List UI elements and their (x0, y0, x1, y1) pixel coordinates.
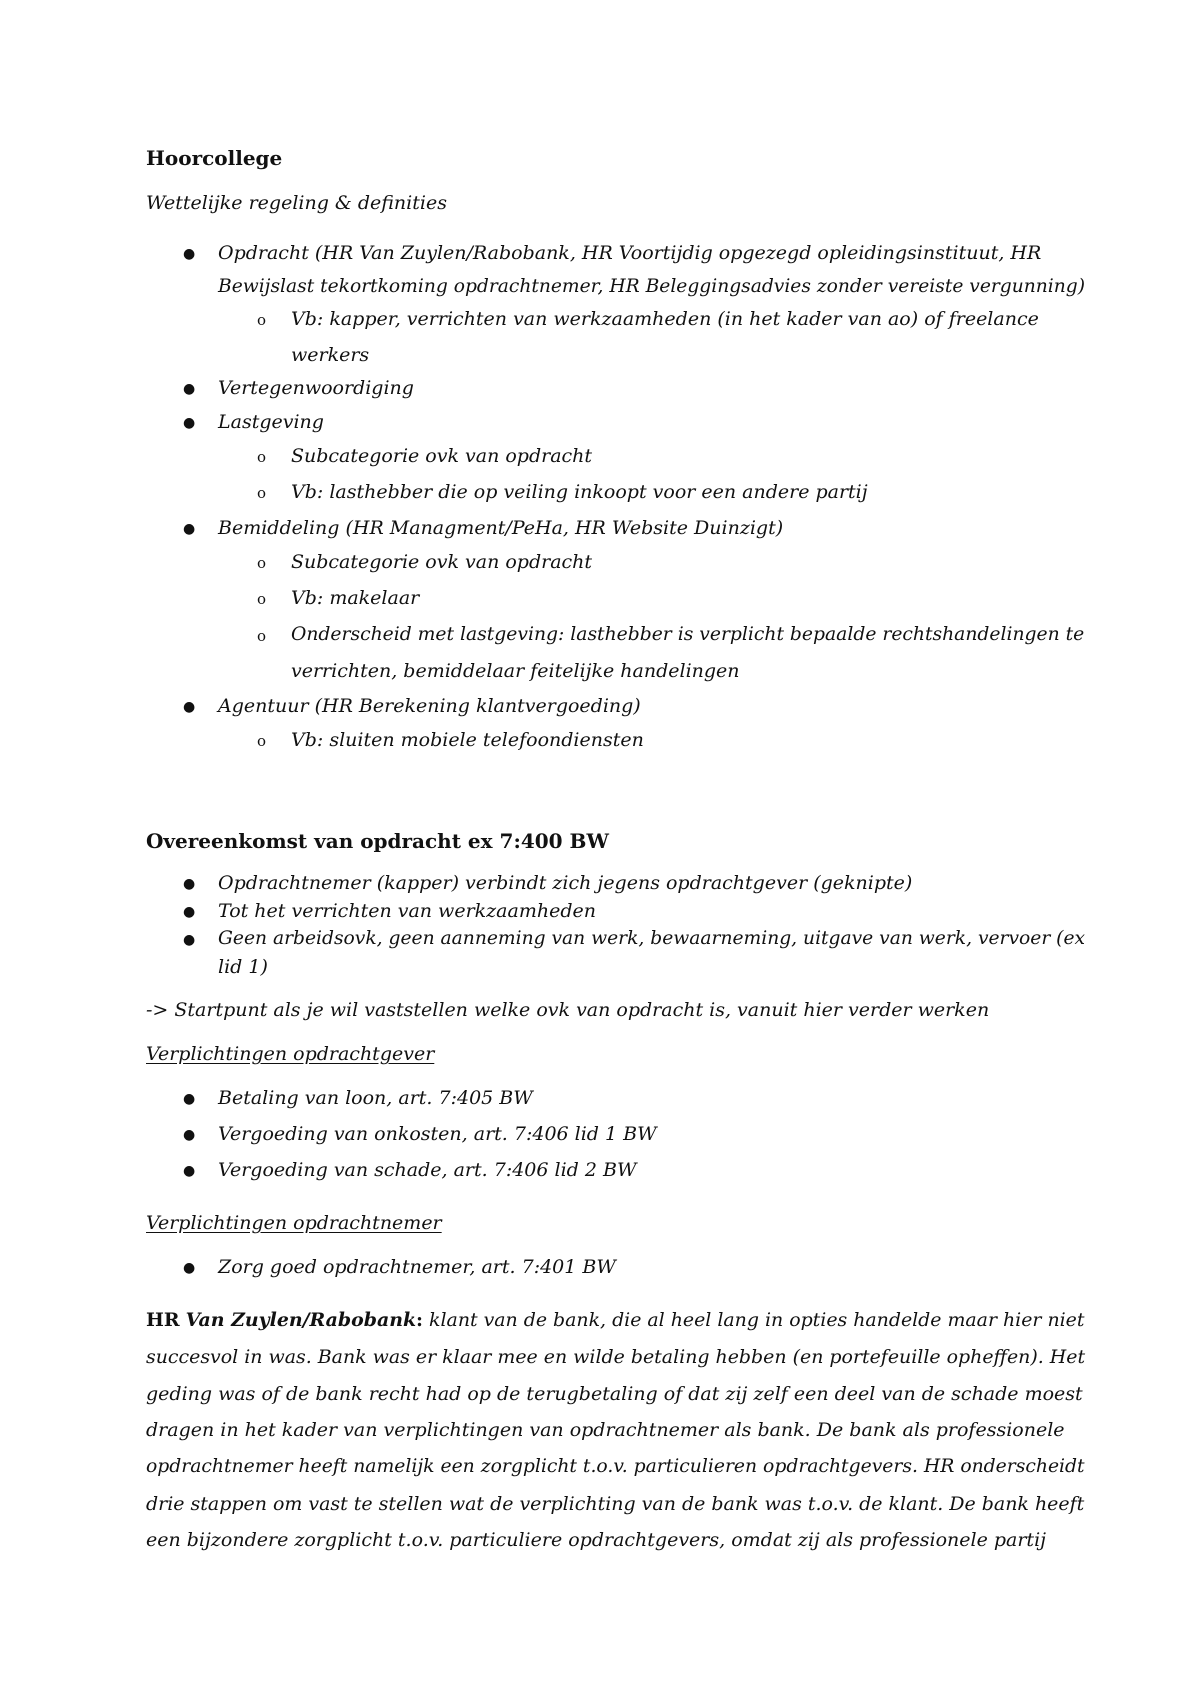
list-item-opdracht-cont: Bewijslast tekortkoming opdrachtnemer, HR Beleggingsadvies zonder vereiste vergunning) (218, 276, 1085, 297)
case-line-2: succesvol in was. Bank was er klaar mee en wilde betaling hebben (en portefeuille opheffen). Het (146, 1346, 1086, 1368)
circle-bullet-icon: o (257, 311, 267, 329)
list-item-betaling: Betaling van loon, art. 7:405 BW (218, 1087, 533, 1109)
bullet-icon: ● (183, 521, 196, 537)
bullet-icon: ● (183, 699, 196, 715)
circle-bullet-icon: o (257, 448, 267, 466)
sublist-item-vb-mobiel: Vb: sluiten mobiele telefoondiensten (291, 729, 644, 751)
heading-hoorcollege: Hoorcollege (146, 146, 283, 170)
list-item-vertegenwoordiging: Vertegenwoordiging (218, 377, 414, 399)
sublist-item-subcategorie: Subcategorie ovk van opdracht (291, 445, 593, 467)
list-item-zorg: Zorg goed opdrachtnemer, art. 7:401 BW (218, 1256, 616, 1278)
case-line-7: een bijzondere zorgplicht t.o.v. particuliere opdrachtgevers, omdat zij als professionele partij (146, 1529, 1047, 1551)
circle-bullet-icon: o (257, 554, 267, 572)
list-item-schade: Vergoeding van schade, art. 7:406 lid 2 BW (218, 1159, 637, 1181)
bullet-icon: ● (183, 904, 196, 920)
case-line-4: dragen in het kader van verplichtingen van opdrachtnemer als bank. De bank als professionele (146, 1419, 1065, 1441)
startpunt-note: -> Startpunt als je wil vaststellen welke ovk van opdracht is, vanuit hier verder werken (146, 999, 990, 1021)
list-item-agentuur: Agentuur (HR Berekening klantvergoeding) (218, 695, 641, 717)
title-verplichtingen-opdrachtnemer: Verplichtingen opdrachtnemer (146, 1212, 442, 1234)
case-line-5: opdrachtnemer heeft namelijk een zorgplicht t.o.v. particulieren opdrachtgevers. HR onderscheidt (146, 1456, 1085, 1477)
bullet-icon: ● (183, 1127, 196, 1143)
case-line-6: drie stappen om vast te stellen wat de verplichting van de bank was t.o.v. de klant. De bank heeft (146, 1493, 1085, 1515)
list-item-bemiddeling: Bemiddeling (HR Managment/PeHa, HR Website Duinzigt) (218, 517, 784, 539)
list-item-lastgeving: Lastgeving (218, 411, 324, 433)
sublist-item-vb-makelaar: Vb: makelaar (291, 587, 420, 609)
bullet-icon: ● (183, 1163, 196, 1179)
bullet-icon: ● (183, 1091, 196, 1107)
case-name: Van Zuylen/Rabobank (185, 1309, 417, 1331)
case-colon: : (416, 1309, 424, 1331)
case-paragraph-line-1 (146, 1309, 1084, 1331)
bullet-icon: ● (183, 932, 196, 948)
sublist-item-vb-kapper: Vb: kapper, verrichten van werkzaamheden (in het kader van ao) of freelance (291, 308, 1039, 330)
list-item-opdracht: Opdracht (HR Van Zuylen/Rabobank, HR Voortijdig opgezegd opleidingsinstituut, HR (218, 242, 1042, 264)
sublist-item-onderscheid-cont: verrichten, bemiddelaar feitelijke handelingen (291, 660, 740, 682)
sublist-item-subcategorie: Subcategorie ovk van opdracht (291, 551, 593, 573)
title-verplichtingen-opdrachtgever: Verplichtingen opdrachtgever (146, 1043, 435, 1065)
list-item-opdrachtnemer: Opdrachtnemer (kapper) verbindt zich jegens opdrachtgever (geknipte) (218, 872, 913, 894)
bullet-icon: ● (183, 415, 196, 431)
bullet-icon: ● (183, 246, 196, 262)
circle-bullet-icon: o (257, 484, 267, 502)
case-hr: HR (146, 1309, 180, 1331)
circle-bullet-icon: o (257, 627, 267, 645)
case-line-3: geding was of de bank recht had op de terugbetaling of dat zij zelf een deel van de schade moest (146, 1383, 1083, 1405)
list-item-verrichten: Tot het verrichten van werkzaamheden (218, 900, 596, 922)
circle-bullet-icon: o (257, 732, 267, 750)
list-item-onkosten: Vergoeding van onkosten, art. 7:406 lid 1 BW (218, 1123, 657, 1145)
list-item-geen-arbeidsovk-cont: lid 1) (218, 956, 268, 978)
sublist-item-vb-kapper-cont: werkers (291, 344, 370, 366)
circle-bullet-icon: o (257, 590, 267, 608)
sublist-item-onderscheid: Onderscheid met lastgeving: lasthebber is verplicht bepaalde rechtshandelingen te (291, 624, 1085, 645)
heading-overeenkomst: Overeenkomst van opdracht ex 7:400 BW (146, 829, 609, 853)
case-line-1: klant van de bank, die al heel lang in opties handelde maar hier niet (423, 1309, 1085, 1331)
bullet-icon: ● (183, 1260, 196, 1276)
sublist-item-vb-lasthebber: Vb: lasthebber die op veiling inkoopt voor een andere partij (291, 481, 868, 503)
list-item-geen-arbeidsovk: Geen arbeidsovk, geen aanneming van werk, bewaarneming, uitgave van werk, vervoer (ex (218, 928, 1086, 949)
bullet-icon: ● (183, 876, 196, 892)
subheading-wettelijke-regeling: Wettelijke regeling & definities (146, 192, 447, 214)
bullet-icon: ● (183, 381, 196, 397)
